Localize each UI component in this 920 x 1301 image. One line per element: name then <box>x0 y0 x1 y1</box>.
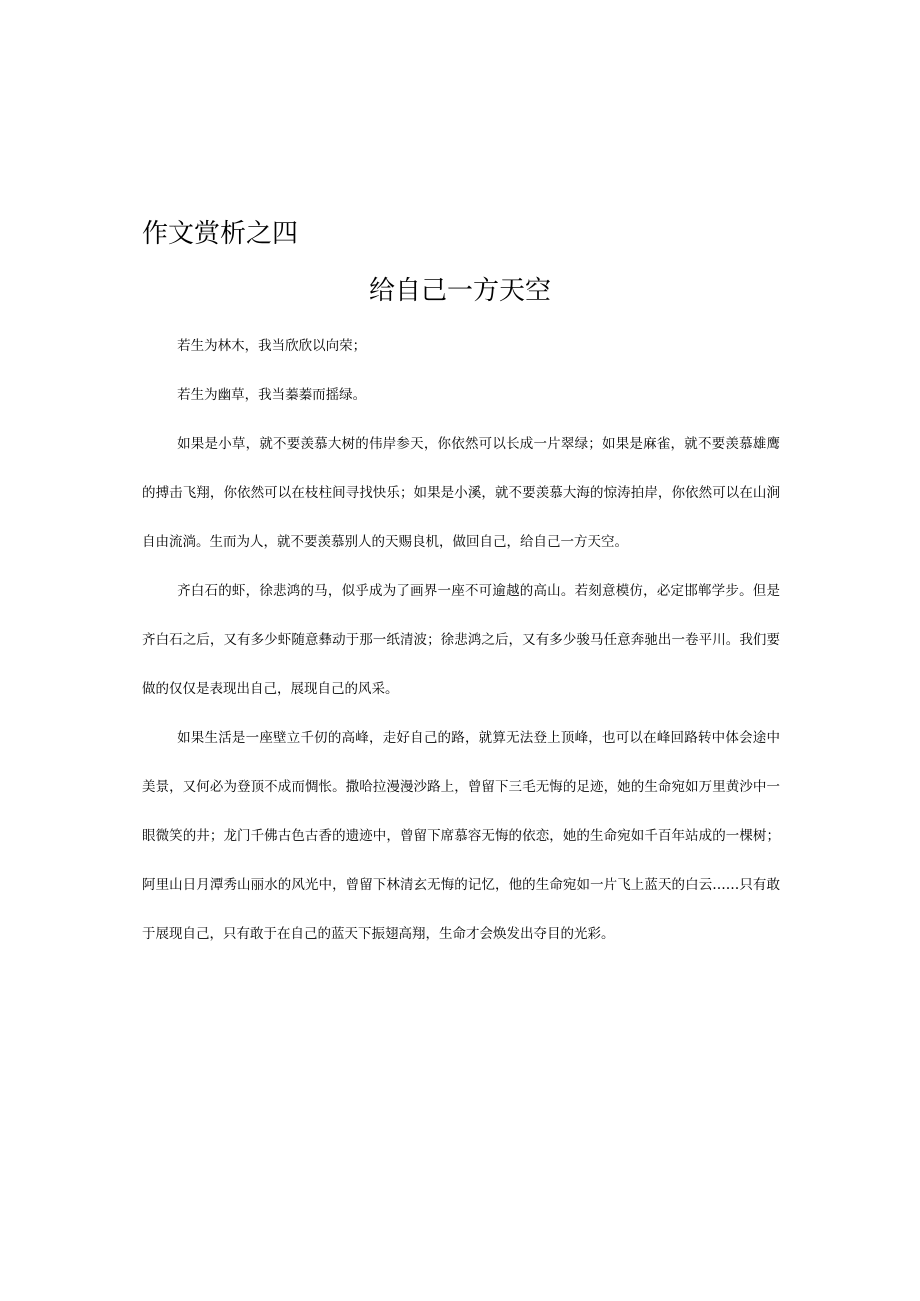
paragraph-1: 若生为林木，我当欣欣以向荣； <box>177 338 367 354</box>
essay-title: 给自己一方天空 <box>368 276 551 306</box>
paragraph-3: 如果是小草，就不要羡慕大树的伟岸参天，你依然可以长成一片翠绿；如果是麻雀，就不要羡慕雄鹰的搏击飞翔，你依然可以在枝柱间寻找快乐；如果是小溪，就不要羡慕大海的惊涛拍岸，你依然可以在山涧自由流淌。生而为人，就不要羡慕别人的天赐良机，做回自己，给自己一方天空。 <box>142 436 780 550</box>
series-heading: 作文赏析之四 <box>142 219 299 249</box>
paragraph-5: 如果生活是一座壁立千仞的高峰，走好自己的路，就算无法登上顶峰，也可以在峰回路转中体会途中美景，又何必为登顶不成而惆怅。撒哈拉漫漫沙路上，曾留下三毛无悔的足迹，她的生命宛如万里黄沙中一眼微笑的井；龙门千佛古色古香的遗迹中，曾留下席慕容无悔的依恋，她的生命宛如千百年站成的一棵树；阿里山日月潭秀山丽水的风光中，曾留下林清玄无悔的记忆，他的生命宛如一片飞上蓝天的白云……只有敢于展现自己，只有敢于在自己的蓝天下振翅高翔，生命才会焕发出夺目的光彩。 <box>142 730 780 942</box>
paragraph-2: 若生为幽草，我当蓁蓁而摇绿。 <box>177 387 367 403</box>
paragraph-4: 齐白石的虾，徐悲鸿的马，似乎成为了画界一座不可逾越的高山。若刻意模仿，必定邯郸学步。但是齐白石之后，又有多少虾随意彝动于那一纸清波；徐悲鸿之后，又有多少骏马任意奔驰出一卷平川。我们要做的仅仅是表现出自己，展现自己的风采。 <box>142 583 780 697</box>
essay-body <box>142 322 780 959</box>
